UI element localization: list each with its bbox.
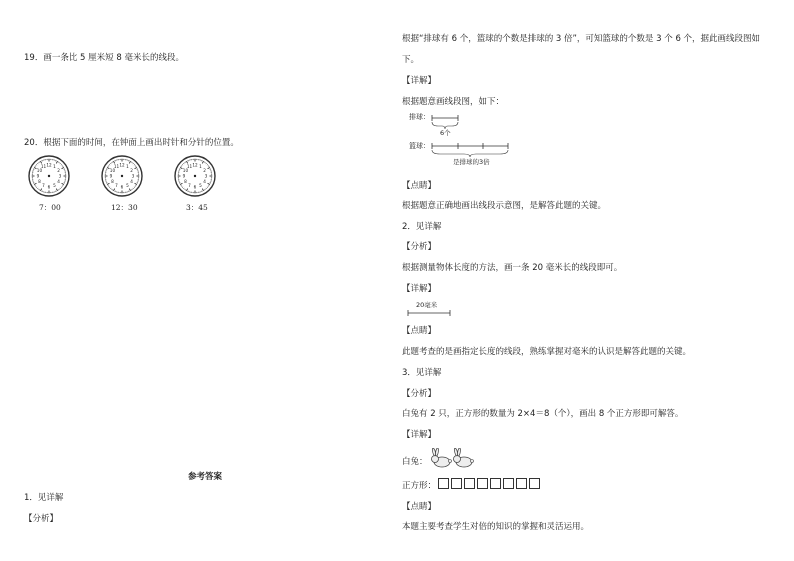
clock-tick (34, 183, 36, 184)
analysis-2: 根据测量物体长度的方法，画一条 20 毫米长的线段即可。 (402, 263, 623, 273)
detail-tag-3: 【详解】 (402, 430, 437, 440)
answer-1-analysis-tag: 【分析】 (24, 514, 59, 524)
clock-tick (208, 185, 209, 186)
clock-tick (180, 183, 182, 184)
clock-tick (39, 189, 40, 190)
rabbit-label: 白兔： (402, 457, 428, 467)
square-row (438, 478, 542, 489)
clock-tick (112, 162, 113, 163)
volleyball-count: 6个 (440, 129, 451, 137)
square-shape (516, 478, 527, 489)
comment-2: 此题考查的是画指定长度的线段，熟练掌握对毫米的认识是解答此题的关键。 (402, 347, 692, 357)
rabbit-icon-2 (452, 448, 474, 468)
clock-tick (36, 187, 37, 188)
detail-tag-2: 【详解】 (402, 284, 437, 294)
clock-tick (35, 185, 36, 186)
clock-number: 2 (130, 168, 133, 174)
clock-tick (61, 187, 62, 188)
clock-tick (134, 165, 135, 166)
clock-number: 10 (182, 168, 189, 174)
square-shape (438, 478, 449, 489)
clock-tick (109, 165, 110, 166)
clock-number: 8 (38, 179, 41, 185)
clock-number: 4 (203, 179, 206, 185)
clock-tick (204, 162, 205, 163)
clock-number: 5 (126, 183, 129, 189)
volleyball-label: 排球： (409, 113, 430, 121)
clock-number: 7 (115, 183, 118, 189)
clock-face-1 (27, 154, 71, 198)
clock-number: 6 (47, 184, 51, 190)
segment-20mm-label: 20毫米 (416, 301, 438, 309)
clock-tick (39, 162, 40, 163)
clock-number: 3 (58, 173, 62, 179)
clock-tick (185, 162, 186, 163)
clock-face-2 (100, 154, 144, 198)
clock-tick (61, 165, 62, 166)
clock-number: 10 (36, 168, 43, 174)
clock-number: 2 (203, 168, 206, 174)
clock-number: 5 (199, 183, 202, 189)
answer-2: 2．见详解 (402, 222, 442, 232)
clock-tick (208, 166, 209, 167)
clock-number: 11 (113, 164, 120, 170)
clock-tick (56, 161, 57, 163)
clock-tick (185, 189, 186, 190)
basketball-caption: 是排球的3倍 (453, 158, 490, 166)
comment-tag-3: 【点睛】 (402, 502, 437, 512)
clock-number: 3 (131, 173, 135, 179)
clock-number: 2 (57, 168, 60, 174)
rabbit-icon-1 (430, 448, 452, 468)
clock-number: 12 (192, 162, 198, 168)
clock-number: 9 (36, 173, 40, 179)
clock-tick (135, 166, 136, 167)
clock-tick (207, 165, 208, 166)
clock-tick (112, 189, 113, 190)
clock-tick (111, 188, 112, 189)
clock-tick (58, 189, 59, 190)
clock-tick (181, 185, 182, 186)
analysis-tag-3: 【分析】 (402, 389, 437, 399)
clock-face-3 (173, 154, 217, 198)
clock-tick (182, 165, 183, 166)
clock-number: 8 (184, 179, 187, 185)
clock-tick (107, 183, 109, 184)
clock-tick (134, 187, 135, 188)
clock-number: 7 (188, 183, 191, 189)
clock-tick (204, 189, 205, 190)
segment-diagram (428, 110, 518, 162)
clock-number: 9 (109, 173, 113, 179)
clock-tick (133, 188, 134, 189)
clock-number: 10 (109, 168, 116, 174)
answer-1: 1．见详解 (24, 493, 64, 503)
basketball-label: 篮球： (409, 142, 430, 150)
clock-tick (202, 161, 203, 163)
clock-tick (38, 188, 39, 189)
comment-1: 根据题意正确地画出线段示意图，是解答此题的关键。 (402, 201, 607, 211)
square-shape (451, 478, 462, 489)
square-shape (477, 478, 488, 489)
question-20: 20．根据下面的时间，在钟面上画出时针和分针的位置。 (24, 138, 239, 148)
clock-tick (62, 183, 64, 184)
clock-tick (184, 163, 185, 164)
question-19: 19．画一条比 5 厘米短 8 毫米长的线段。 (24, 53, 184, 63)
square-shape (490, 478, 501, 489)
clock-number: 1 (53, 164, 56, 170)
clock-tick (131, 189, 132, 190)
clock-number: 11 (186, 164, 193, 170)
square-label: 正方形： (402, 481, 437, 491)
clock-tick (208, 183, 210, 184)
clock-time-1: 7：00 (39, 203, 61, 212)
clock-tick (131, 162, 132, 163)
clock-number: 7 (42, 183, 45, 189)
clock-number: 6 (120, 184, 124, 190)
clock-tick (207, 187, 208, 188)
comment-tag-2: 【点睛】 (402, 326, 437, 336)
clock-tick (60, 188, 61, 189)
clock-tick (114, 189, 115, 191)
explanation-line-3: 根据题意画线段图，如下： (402, 97, 505, 107)
clock-tick (36, 165, 37, 166)
clock-tick (56, 189, 57, 191)
clock-number: 6 (193, 184, 197, 190)
clock-tick (35, 166, 36, 167)
clock-tick (206, 188, 207, 189)
comment-3: 本题主要考查学生对倍的知识的掌握和灵活运用。 (402, 522, 590, 532)
segment-20mm (406, 308, 454, 318)
clock-number: 8 (111, 179, 114, 185)
clock-tick (187, 189, 188, 191)
clock-tick (41, 189, 42, 191)
answer-3: 3．见详解 (402, 368, 442, 378)
clock-tick (202, 189, 203, 191)
clock-tick (111, 163, 112, 164)
clock-number: 1 (199, 164, 202, 170)
explanation-line-1: 根据“排球有 6 个，篮球的个数是排球的 3 倍”，可知篮球的个数是 3 个 6 个，据此画线段图如 (402, 34, 761, 44)
clock-tick (182, 187, 183, 188)
clock-tick (62, 166, 63, 167)
square-shape (529, 478, 540, 489)
clock-number: 12 (46, 162, 52, 168)
clock-tick (181, 166, 182, 167)
clock-tick (108, 166, 109, 167)
clock-tick (109, 187, 110, 188)
clock-tick (38, 163, 39, 164)
clock-number: 5 (53, 183, 56, 189)
square-shape (464, 478, 475, 489)
clock-tick (62, 168, 64, 169)
clock-number: 4 (57, 179, 60, 185)
answer-title: 参考答案 (188, 472, 223, 482)
clock-time-2: 12：30 (111, 203, 138, 212)
clock-tick (60, 163, 61, 164)
clock-number: 1 (126, 164, 129, 170)
comment-tag-1: 【点睛】 (402, 181, 437, 191)
clock-number: 4 (130, 179, 133, 185)
clock-tick (184, 188, 185, 189)
clock-tick (129, 161, 130, 163)
clock-time-3: 3：45 (186, 203, 208, 212)
analysis-tag-2: 【分析】 (402, 242, 437, 252)
clock-number: 11 (40, 164, 47, 170)
square-shape (503, 478, 514, 489)
clock-tick (206, 163, 207, 164)
detail-tag-1: 【详解】 (402, 76, 437, 86)
clock-number: 9 (182, 173, 186, 179)
clock-tick (129, 189, 130, 191)
clock-tick (135, 183, 137, 184)
clock-tick (135, 185, 136, 186)
analysis-3: 白兔有 2 只，正方形的数量为 2×4＝8（个），画出 8 个正方形即可解答。 (402, 409, 684, 419)
clock-tick (62, 185, 63, 186)
clock-tick (208, 168, 210, 169)
clock-tick (133, 163, 134, 164)
clock-number: 12 (119, 162, 125, 168)
clock-number: 3 (204, 173, 208, 179)
clock-tick (58, 162, 59, 163)
explanation-line-2: 下。 (402, 55, 420, 65)
clock-tick (108, 185, 109, 186)
clock-tick (135, 168, 137, 169)
